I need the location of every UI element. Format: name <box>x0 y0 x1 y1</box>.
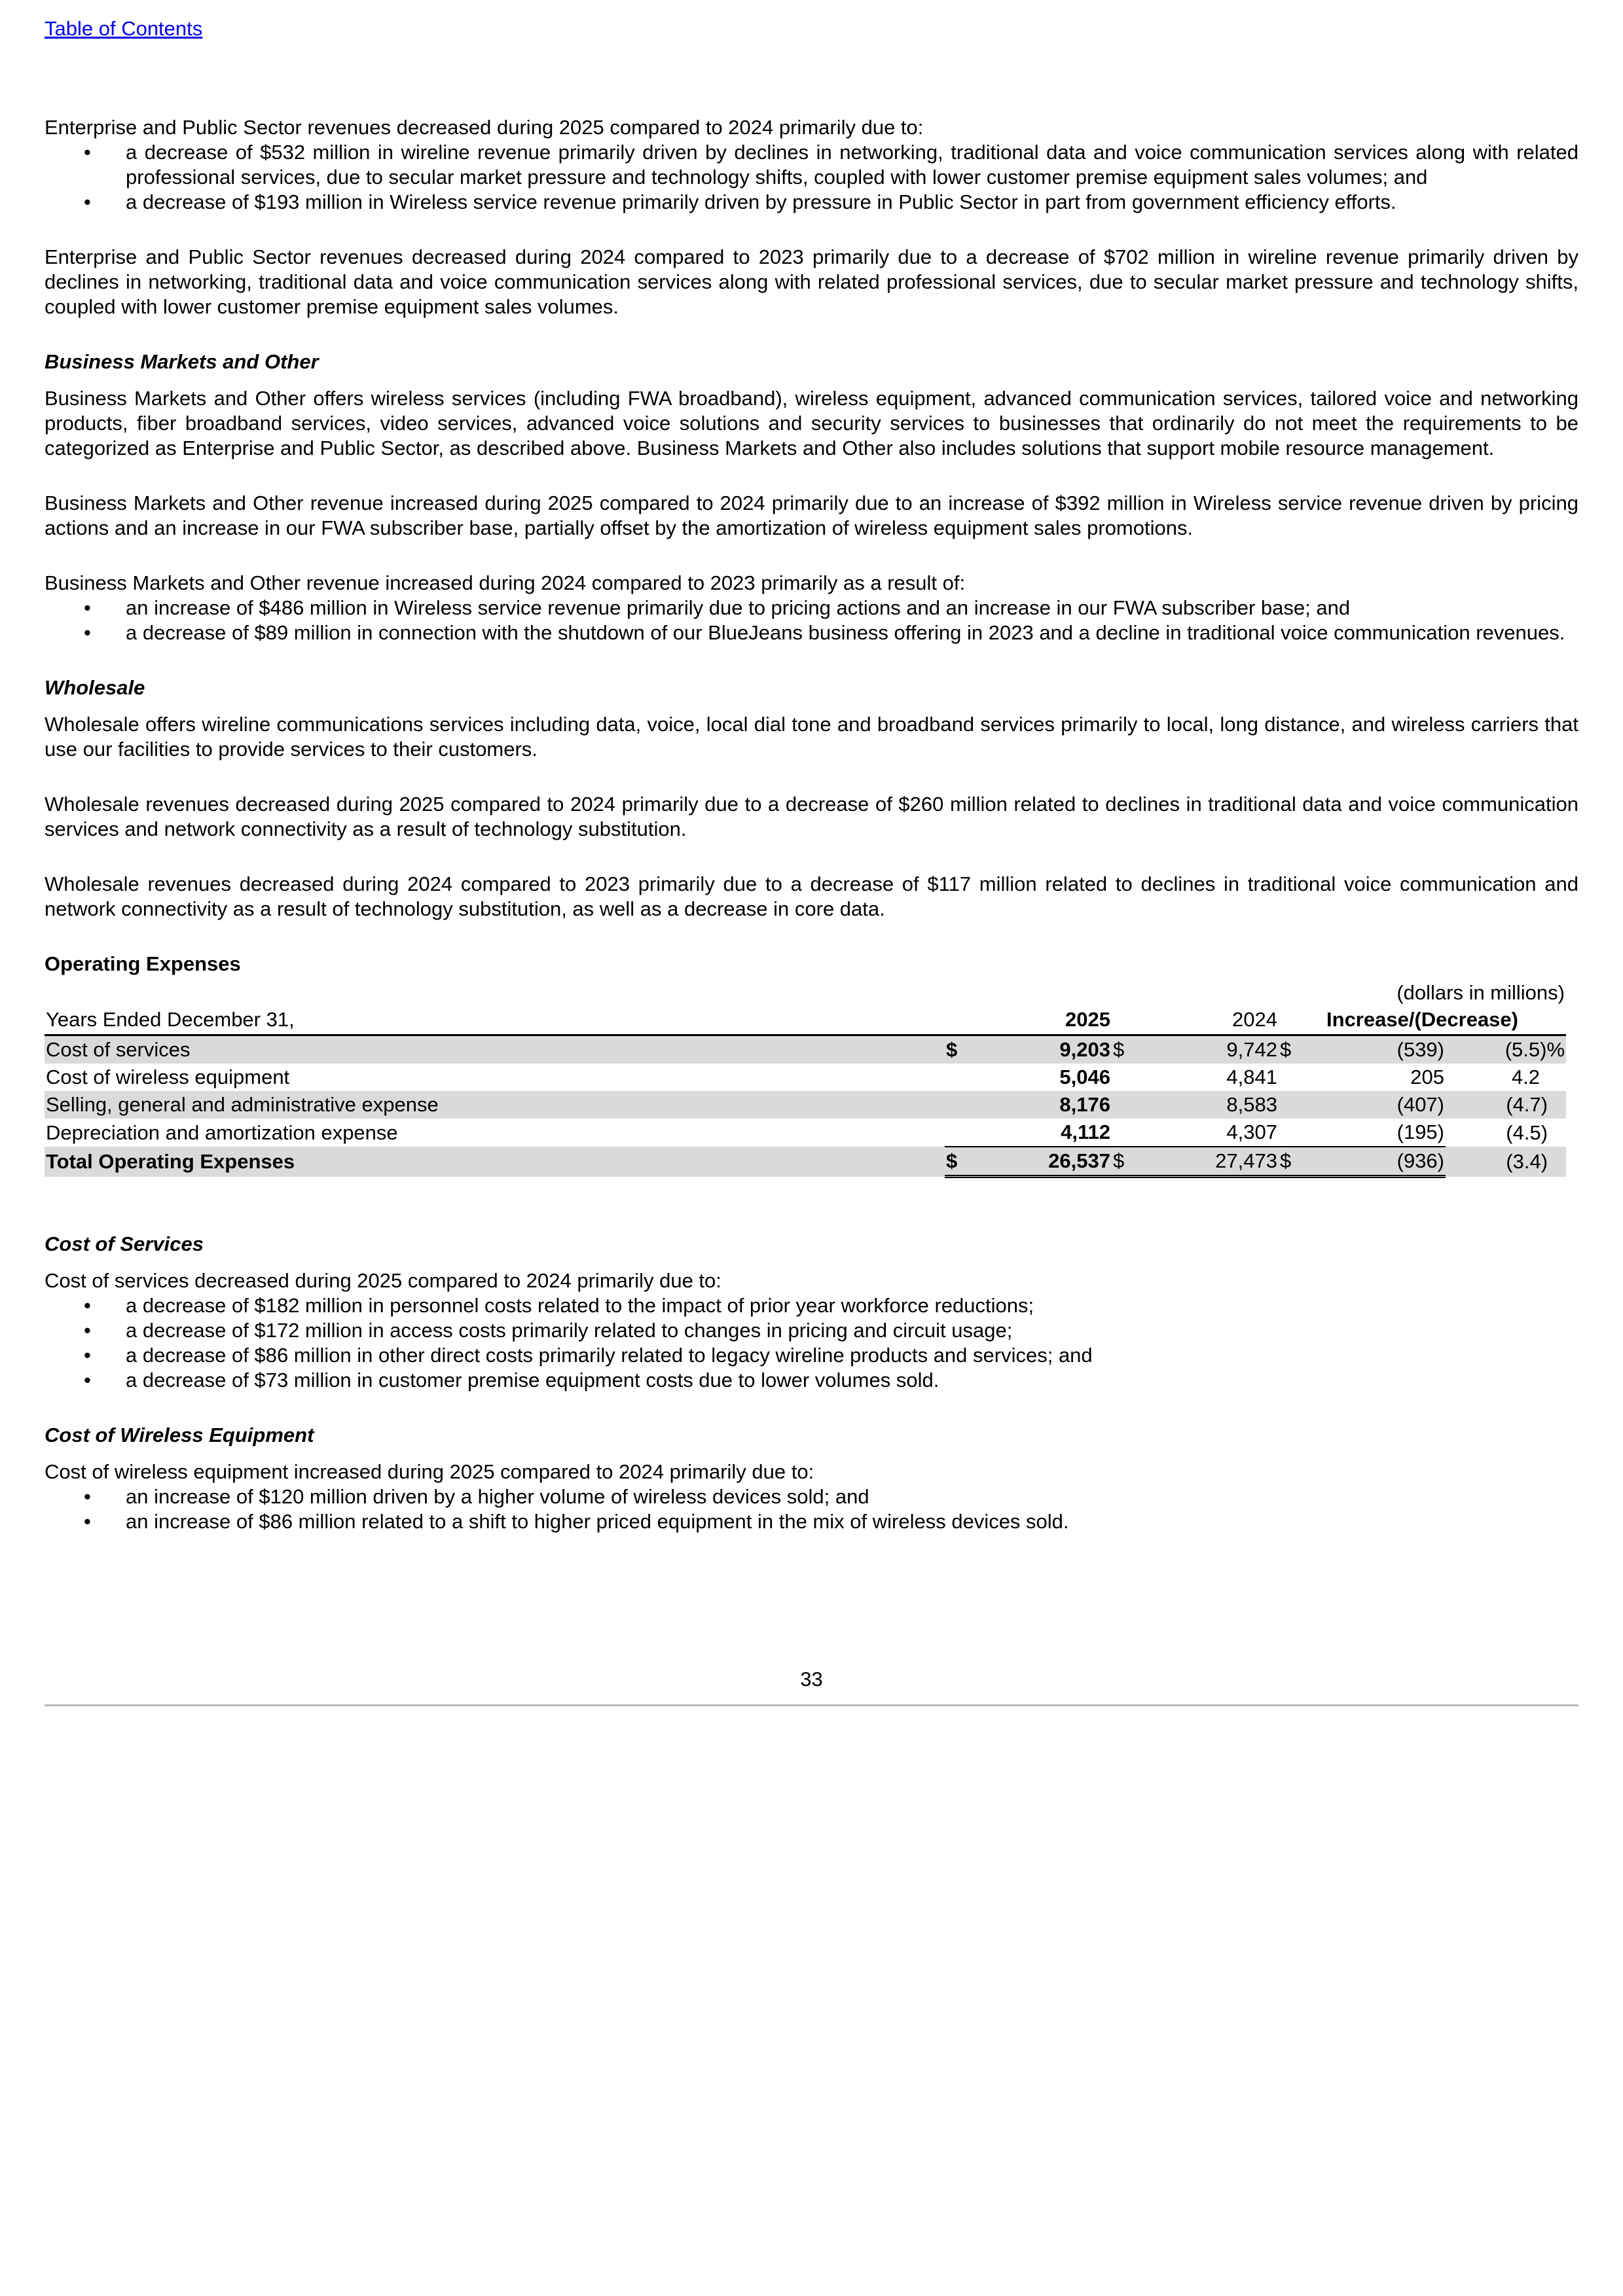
wholesale-2024-paragraph: Wholesale revenues decreased during 2024 compared to 2023 primarily due to a decrease of $117 million related to declines in traditional voice communication and network connectivity as a result of technology substitution, as well as a decrease in core data. <box>45 872 1578 920</box>
cost-of-services-heading: Cost of Services <box>45 1232 204 1255</box>
header-label: Years Ended December 31, <box>45 1005 945 1035</box>
list-item: • an increase of $86 million related to a shift to higher priced equipment in the mix of wireless devices sold. <box>84 1510 1069 1533</box>
cost-of-services-intro: Cost of services decreased during 2025 compared to 2024 primarily due to: <box>45 1269 721 1292</box>
list-item: • a decrease of $73 million in customer premise equipment costs due to lower volumes sold. <box>84 1369 939 1391</box>
document-body <box>45 115 1578 1534</box>
bullet-icon: • <box>84 1319 91 1342</box>
operating-expenses-heading: Operating Expenses <box>45 952 241 975</box>
operating-expenses-table <box>45 1005 1566 1178</box>
cost-of-wireless-equipment-heading: Cost of Wireless Equipment <box>45 1424 314 1446</box>
header-2024: 2024 <box>1112 1005 1279 1035</box>
list-item: • a decrease of $172 million in access costs primarily related to changes in pricing and circuit usage; <box>84 1319 1013 1342</box>
list-item: • an increase of $486 million in Wireless service revenue primarily due to pricing actions and an increase in our FWA subscriber base; and <box>84 596 1351 619</box>
table-total-row: Total Operating Expenses $ 26,537 $ 27,473 $ (936) (3.4) <box>45 1147 1566 1177</box>
list-item: • a decrease of $86 million in other direct costs primarily related to legacy wireline products and services; and <box>84 1344 1093 1367</box>
bullet-icon: • <box>84 1369 91 1391</box>
table-header-row <box>45 1005 1566 1035</box>
bmo-2024-bullets <box>45 596 1578 645</box>
header-change: Increase/(Decrease) <box>1279 1005 1566 1035</box>
table-row: Cost of services $ 9,203 $ 9,742 $ (539) (5.5)% <box>45 1035 1566 1064</box>
bmo-description: Business Markets and Other offers wireless services (including FWA broadband), wireless equipment, advanced communication services, tailored voice and networking products, fiber broadband services, video services, advanced voice solutions and security services to businesses that ordinarily do not meet the requirements to be categorized as Enterprise and Public Sector, as described above. Business Markets and Other also includes solutions that support mobile resource management. <box>45 387 1578 459</box>
header-2025: 2025 <box>945 1005 1112 1035</box>
list-item: • an increase of $120 million driven by a higher volume of wireless devices sold; and <box>84 1485 869 1508</box>
bullet-icon: • <box>84 141 91 164</box>
list-item: • a decrease of $182 million in personnel costs related to the impact of prior year workforce reductions; <box>84 1294 1034 1317</box>
bmo-2025-paragraph: Business Markets and Other revenue increased during 2025 compared to 2024 primarily due to an increase of $392 million in Wireless service revenue driven by pricing actions and an increase in our FWA subscriber base, partially offset by the amortization of wireless equipment sales promotions. <box>45 492 1578 539</box>
table-of-contents-link[interactable]: Table of Contents <box>45 17 203 40</box>
bmo-heading: Business Markets and Other <box>45 350 319 373</box>
operating-expenses-table-wrapper <box>45 980 1566 1178</box>
units-note: (dollars in millions) <box>1396 981 1565 1004</box>
list-item: • a decrease of $193 million in Wireless service revenue primarily driven by pressure in Public Sector in part from government efficiency efforts. <box>84 190 1396 213</box>
bullet-icon: • <box>84 1344 91 1367</box>
table-row: Cost of wireless equipment 5,046 4,841 205 4.2 <box>46 1066 1541 1088</box>
cost-of-services-bullets <box>45 1293 1578 1393</box>
bullet-icon: • <box>84 1485 91 1508</box>
cost-of-wireless-equipment-intro: Cost of wireless equipment increased during 2025 compared to 2024 primarily due to: <box>45 1460 814 1483</box>
cost-of-wireless-equipment-bullets <box>45 1484 1578 1534</box>
bullet-icon: • <box>84 1294 91 1317</box>
eps-2025-bullets <box>45 140 1578 215</box>
wholesale-heading: Wholesale <box>45 676 145 699</box>
bullet-icon: • <box>84 1510 91 1533</box>
eps-2024-paragraph: Enterprise and Public Sector revenues decreased during 2024 compared to 2023 primarily due to a decrease of $702 million in wireline revenue primarily driven by declines in networking, traditional data and voice communication services along with related professional services, due to secular market pressure and technology shifts, coupled with lower customer premise equipment sales volumes. <box>45 245 1578 318</box>
list-item: • a decrease of $89 million in connection with the shutdown of our BlueJeans business offering in 2023 and a decline in traditional voice communication revenues. <box>84 621 1565 644</box>
bullet-icon: • <box>84 621 91 644</box>
wholesale-2025-paragraph: Wholesale revenues decreased during 2025 compared to 2024 primarily due to a decrease of $260 million related to declines in traditional data and voice communication services and network connectivity as a result of technology substitution. <box>45 793 1578 840</box>
table-row: Depreciation and amortization expense 4,112 4,307 (195) (4.5) <box>46 1121 1548 1144</box>
bmo-2024-intro: Business Markets and Other revenue increased during 2024 compared to 2023 primarily as a result of: <box>45 571 966 594</box>
wholesale-description: Wholesale offers wireline communications services including data, voice, local dial tone and broadband services primarily to local, long distance, and wireless carriers that use our facilities to provide services to their customers. <box>45 713 1578 761</box>
eps-2025-intro: Enterprise and Public Sector revenues decreased during 2025 compared to 2024 primarily due to: <box>45 116 924 139</box>
bullet-icon: • <box>84 190 91 213</box>
list-item: • a decrease of $532 million in wireline revenue primarily driven by declines in networking, traditional data and voice communication services along with related professional services, due to secular market pressure and technology shifts, coupled with lower customer premise equipment sales volumes; and <box>84 141 1578 188</box>
page-number: 33 <box>800 1668 823 1691</box>
bullet-icon: • <box>84 596 91 619</box>
table-row: Selling, general and administrative expense 8,176 8,583 (407) (4.7) <box>45 1091 1566 1119</box>
footer-divider <box>45 1704 1578 1706</box>
